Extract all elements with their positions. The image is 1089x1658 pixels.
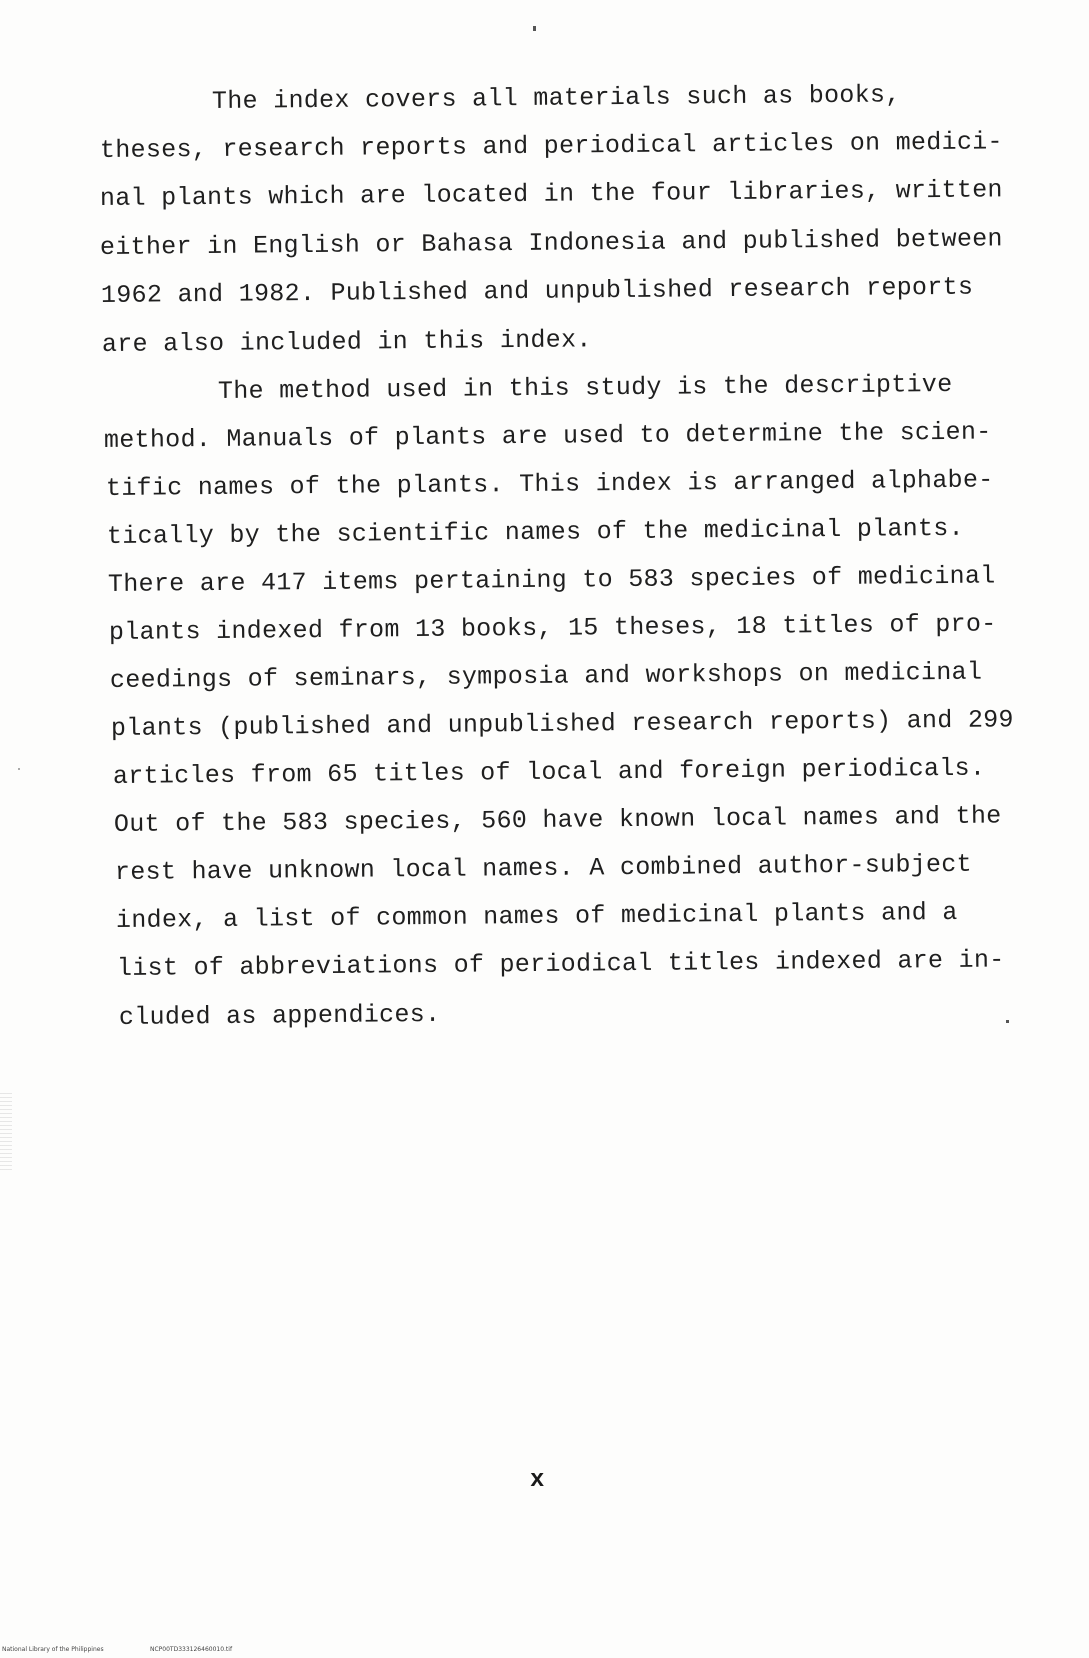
text-line: 1962 and 1982. Published and unpublished research reports [100, 272, 974, 310]
scan-edge-speckles [0, 1090, 12, 1170]
text-line: There are 417 items pertaining to 583 species of medicinal [107, 561, 996, 599]
text-line: list of abbreviations of periodical titles indexed are in- [116, 945, 1005, 983]
text-line: rest have unknown local names. A combined author-subject [114, 849, 973, 887]
scan-mark [1006, 1020, 1009, 1023]
text-line: theses, research reports and periodical articles on medici- [99, 127, 1003, 165]
footer-library-name: National Library of the Philippines [2, 1646, 104, 1653]
text-line: nal plants which are located in the four libraries, written [99, 175, 1003, 213]
text-line: plants indexed from 13 books, 15 theses, 18 titles of pro- [108, 609, 997, 647]
text-line: The method used in this study is the descriptive [217, 369, 953, 406]
text-line: either in English or Bahasa Indonesia and published between [99, 224, 1003, 262]
text-line: articles from 65 titles of local and foreign periodicals. [112, 753, 986, 791]
text-line: are also included in this index. [101, 325, 592, 359]
footer-file-code: NCP00TD333126460010.tif [150, 1646, 233, 1653]
text-line: tific names of the plants. This index is arranged alphabe- [105, 465, 994, 503]
text-line: Out of the 583 species, 560 have known local names and the [113, 801, 1002, 839]
page-number: x [530, 1467, 545, 1494]
text-line: cluded as appendices. [118, 999, 441, 1032]
text-line: tically by the scientific names of the medicinal plants. [106, 513, 965, 551]
scan-mark [533, 26, 536, 31]
text-line: plants (published and unpublished research reports) and 299 [110, 705, 1014, 743]
text-line: ceedings of seminars, symposia and workshops on medicinal [109, 657, 983, 695]
text-line: index, a list of common names of medicinal plants and a [115, 897, 958, 935]
text-line: method. Manuals of plants are used to determine the scien- [103, 417, 992, 455]
text-line: The index covers all materials such as books, [211, 80, 901, 116]
scan-mark [18, 768, 20, 770]
